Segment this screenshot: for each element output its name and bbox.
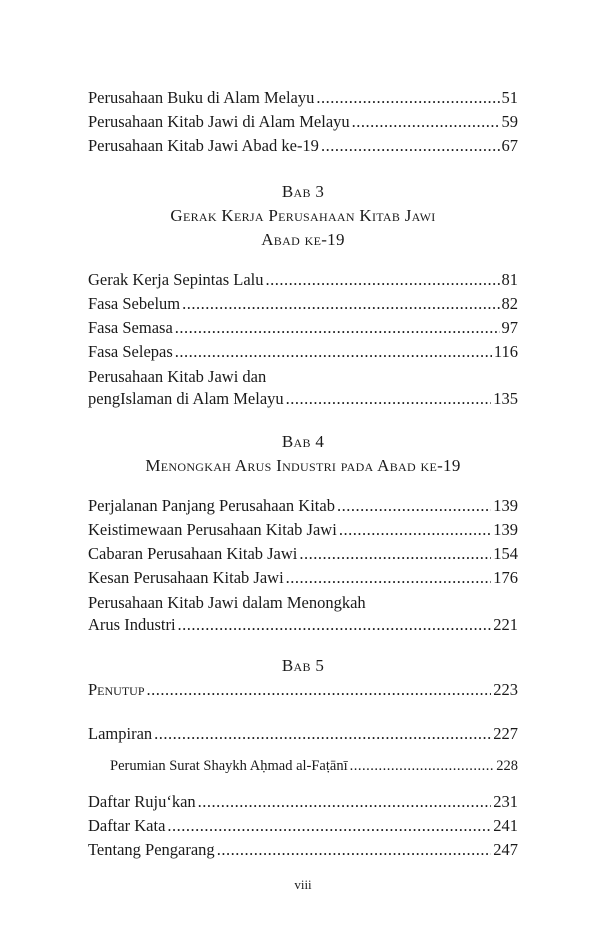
toc-entry-page: 139 bbox=[493, 520, 518, 539]
chapter-title: Gerak Kerja Perusahaan Kitab Jawi bbox=[170, 206, 436, 225]
dot-leader bbox=[350, 754, 495, 778]
toc-entry-title: Fasa Semasa bbox=[88, 318, 173, 337]
dot-leader bbox=[167, 814, 491, 838]
toc-entry-title: Perusahaan Kitab Jawi Abad ke-19 bbox=[88, 136, 319, 155]
chapter-title: Menongkah Arus Industri pada Abad ke-19 bbox=[145, 456, 461, 475]
chapter-label: Bab 5 bbox=[281, 656, 325, 675]
toc-entry-page: 97 bbox=[501, 318, 518, 337]
toc-entry-page: 51 bbox=[501, 88, 518, 107]
dot-leader bbox=[286, 566, 492, 590]
toc-entry-title: Tentang Pengarang bbox=[88, 840, 215, 859]
chapter-label: Bab 4 bbox=[281, 432, 325, 451]
toc-entry bbox=[88, 134, 518, 158]
toc-entry-page: 154 bbox=[493, 544, 518, 563]
toc-entry-title: Cabaran Perusahaan Kitab Jawi bbox=[88, 544, 298, 563]
toc-entry bbox=[88, 566, 518, 590]
chapter-label: Bab 3 bbox=[281, 182, 325, 201]
dot-leader bbox=[175, 316, 500, 340]
dot-leader bbox=[299, 542, 491, 566]
toc-entry-title: Daftar Ruju‘kan bbox=[88, 792, 196, 811]
toc-entry-title: Lampiran bbox=[88, 724, 153, 743]
dot-leader bbox=[182, 292, 499, 316]
dot-leader bbox=[175, 340, 492, 364]
toc-entry-title: Perusahaan Buku di Alam Melayu bbox=[88, 88, 315, 107]
toc-entry bbox=[88, 838, 518, 862]
toc-entry-page: 82 bbox=[501, 294, 518, 313]
dot-leader bbox=[316, 86, 499, 110]
toc-entry-title: Penutup bbox=[88, 680, 145, 699]
toc-entry bbox=[88, 814, 518, 838]
toc-entry-multiline bbox=[88, 592, 518, 636]
toc-entry bbox=[88, 110, 518, 134]
table-of-contents bbox=[88, 86, 518, 862]
toc-entry bbox=[88, 678, 518, 702]
toc-entry-page: 59 bbox=[501, 112, 518, 131]
toc-entry bbox=[88, 340, 518, 364]
toc-entry-title: Perumian Surat Shaykh Aḥmad al-Faṭānī bbox=[110, 758, 348, 774]
chapter-title-line2: Abad ke-19 bbox=[261, 230, 345, 249]
toc-entry-page: 231 bbox=[493, 792, 518, 811]
toc-entry-multiline bbox=[88, 366, 518, 410]
toc-entry-title: Keistimewaan Perusahaan Kitab Jawi bbox=[88, 520, 337, 539]
toc-entry-title-line1: Perusahaan Kitab Jawi dan bbox=[88, 367, 267, 386]
toc-entry-page: 247 bbox=[493, 840, 518, 859]
toc-entry-page: 176 bbox=[493, 568, 518, 587]
toc-entry-title: Fasa Sebelum bbox=[88, 294, 181, 313]
dot-leader bbox=[198, 790, 492, 814]
toc-entry-title-line2: Arus Industri bbox=[88, 615, 176, 634]
toc-entry-page: 116 bbox=[493, 342, 518, 361]
dot-leader bbox=[339, 518, 491, 542]
toc-entry bbox=[88, 790, 518, 814]
page-number: viii bbox=[294, 877, 312, 892]
toc-subentry bbox=[88, 754, 518, 778]
toc-entry bbox=[88, 86, 518, 110]
dot-leader bbox=[265, 268, 499, 292]
toc-entry-title-line1: Perusahaan Kitab Jawi dalam Menongkah bbox=[88, 593, 366, 612]
toc-entry bbox=[88, 518, 518, 542]
toc-entry-page: 135 bbox=[493, 389, 518, 408]
toc-entry bbox=[88, 542, 518, 566]
toc-entry-page: 227 bbox=[493, 724, 518, 743]
toc-entry-page: 67 bbox=[501, 136, 518, 155]
toc-entry-title: Gerak Kerja Sepintas Lalu bbox=[88, 270, 264, 289]
toc-entry-page: 81 bbox=[501, 270, 518, 289]
toc-entry-title: Kesan Perusahaan Kitab Jawi bbox=[88, 568, 284, 587]
toc-entry-page: 228 bbox=[496, 758, 518, 774]
toc-entry bbox=[88, 268, 518, 292]
dot-leader bbox=[337, 494, 491, 518]
dot-leader bbox=[217, 838, 492, 862]
dot-leader bbox=[147, 678, 492, 702]
toc-entry-title: Daftar Kata bbox=[88, 816, 166, 835]
dot-leader bbox=[178, 614, 492, 636]
toc-entry bbox=[88, 494, 518, 518]
toc-entry bbox=[88, 292, 518, 316]
toc-entry-page: 221 bbox=[493, 615, 518, 634]
dot-leader bbox=[286, 388, 492, 410]
toc-entry bbox=[88, 722, 518, 746]
toc-entry-title: Fasa Selepas bbox=[88, 342, 173, 361]
dot-leader bbox=[321, 134, 500, 158]
toc-entry-title: Perjalanan Panjang Perusahaan Kitab bbox=[88, 496, 335, 515]
toc-entry-page: 223 bbox=[493, 680, 518, 699]
toc-entry bbox=[88, 316, 518, 340]
toc-entry-page: 139 bbox=[493, 496, 518, 515]
toc-entry-page: 241 bbox=[493, 816, 518, 835]
toc-entry-title-line2: pengIslaman di Alam Melayu bbox=[88, 389, 284, 408]
dot-leader bbox=[154, 722, 491, 746]
toc-entry-title: Perusahaan Kitab Jawi di Alam Melayu bbox=[88, 112, 350, 131]
dot-leader bbox=[352, 110, 500, 134]
